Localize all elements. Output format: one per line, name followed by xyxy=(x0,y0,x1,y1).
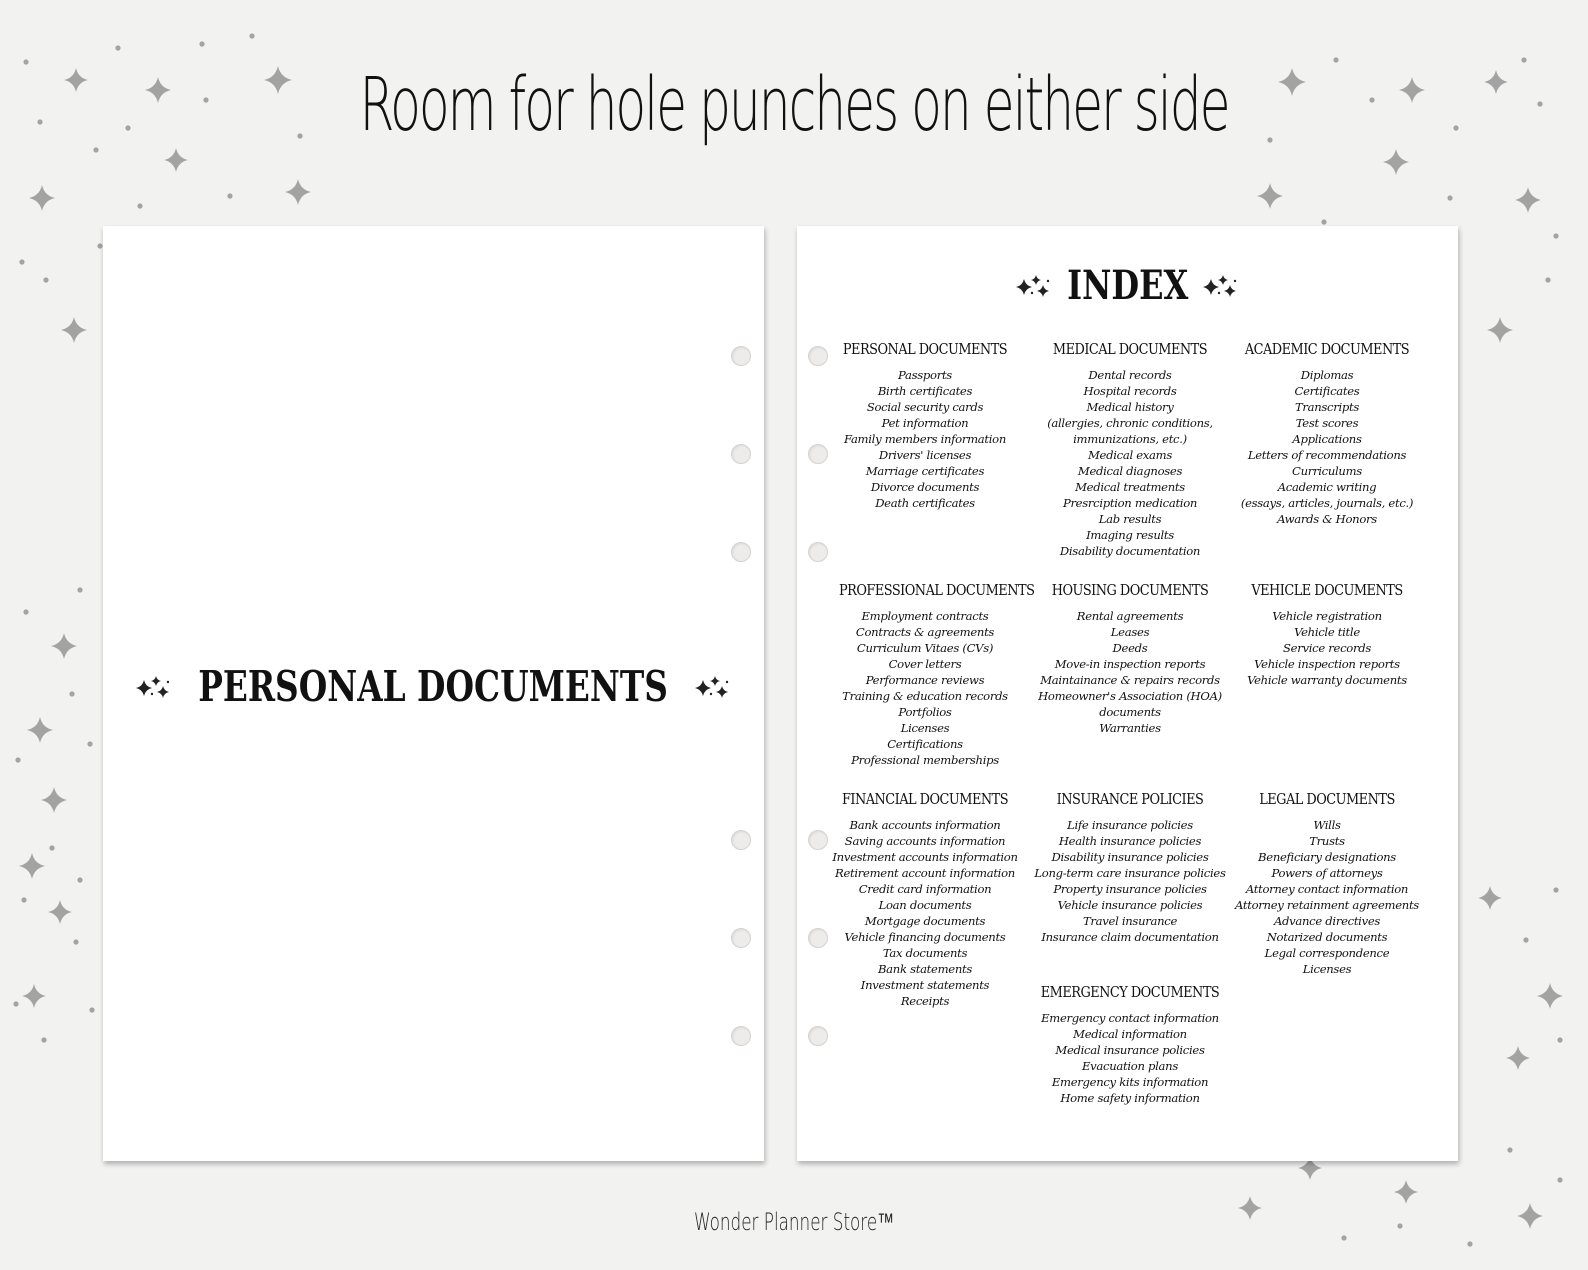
list-item: Certifications xyxy=(887,737,963,751)
list-item: Hospital records xyxy=(1083,384,1177,398)
list-item: Death certificates xyxy=(875,496,975,510)
list-item: (essays, articles, journals, etc.) xyxy=(1240,496,1414,510)
dot-decoration xyxy=(1046,279,1048,281)
list-item: Leases xyxy=(1110,625,1150,639)
star-icon xyxy=(1203,279,1219,295)
dot-decoration xyxy=(167,680,169,682)
section-items xyxy=(1227,817,1427,977)
section-items xyxy=(1025,1010,1235,1106)
section-title: LEGAL DOCUMENTS xyxy=(1259,790,1395,808)
list-item: Bank statements xyxy=(877,962,973,976)
dot-decoration xyxy=(1369,97,1374,102)
list-item: Bank accounts information xyxy=(849,818,1001,832)
list-item: Medical diagnoses xyxy=(1077,464,1183,478)
dot-decoration xyxy=(21,897,26,902)
star-icon xyxy=(1218,275,1228,285)
section-title: ACADEMIC DOCUMENTS xyxy=(1244,340,1410,358)
star-icon xyxy=(1506,1046,1530,1070)
index-section-housing xyxy=(1025,581,1235,736)
star-icon xyxy=(164,148,188,172)
star-icon xyxy=(1037,285,1049,297)
list-item: Training & education records xyxy=(842,689,1008,703)
dot-decoration xyxy=(1030,291,1032,293)
dot-decoration xyxy=(725,680,727,682)
dot-decoration xyxy=(41,1037,46,1042)
star-icon xyxy=(61,317,87,343)
dot-decoration xyxy=(137,203,142,208)
list-item: Disability documentation xyxy=(1059,544,1201,558)
list-item: Licenses xyxy=(1302,962,1352,976)
dot-decoration xyxy=(77,877,82,882)
list-item: Vehicle title xyxy=(1294,625,1360,639)
punch-hole xyxy=(731,1026,751,1046)
cover-title: PERSONAL DOCUMENTS xyxy=(198,662,669,711)
list-item: Diplomas xyxy=(1300,368,1354,382)
dot-decoration xyxy=(43,277,48,282)
dot-decoration xyxy=(49,845,54,850)
list-item: Retirement account information xyxy=(835,866,1015,880)
list-item: Trusts xyxy=(1309,834,1345,848)
list-item: Performance reviews xyxy=(865,673,985,687)
punch-hole xyxy=(731,830,751,850)
dot-decoration xyxy=(1553,233,1558,238)
star-icon xyxy=(29,185,55,211)
dot-decoration xyxy=(1453,125,1458,130)
list-item: Service records xyxy=(1283,641,1371,655)
section-title: INSURANCE POLICIES xyxy=(1056,790,1204,808)
index-section-medical xyxy=(1025,340,1235,559)
sparkle-icon xyxy=(694,674,732,700)
index-title-row xyxy=(797,262,1458,309)
list-item: Investment accounts information xyxy=(832,850,1018,864)
index-section-financial xyxy=(825,790,1025,1009)
list-item: Divorce documents xyxy=(870,480,980,494)
dot-decoration xyxy=(1218,291,1220,293)
dot-decoration xyxy=(1447,195,1452,200)
star-icon xyxy=(1383,149,1409,175)
dot-decoration xyxy=(125,125,130,130)
dot-decoration xyxy=(1467,1241,1472,1246)
list-item: Marriage certificates xyxy=(865,464,985,478)
list-item: Evacuation plans xyxy=(1082,1059,1178,1073)
dot-decoration xyxy=(23,609,28,614)
list-item: Maintainance & repairs records xyxy=(1040,673,1220,687)
dot-decoration xyxy=(13,1001,18,1006)
punch-hole xyxy=(808,1026,828,1046)
star-icon xyxy=(1257,183,1283,209)
section-title: MEDICAL DOCUMENTS xyxy=(1052,340,1208,358)
list-item: Wills xyxy=(1313,818,1341,832)
list-item: Birth certificates xyxy=(877,384,973,398)
star-icon xyxy=(1399,77,1425,103)
list-item: Lab results xyxy=(1098,512,1162,526)
list-item: Test scores xyxy=(1295,416,1359,430)
list-item: Medical history xyxy=(1086,400,1174,414)
list-item: Dental records xyxy=(1088,368,1172,382)
star-icon xyxy=(710,676,720,686)
sparkle-icon xyxy=(1202,273,1240,299)
section-items xyxy=(1025,817,1235,945)
dot-decoration xyxy=(87,741,92,746)
section-title: VEHICLE DOCUMENTS xyxy=(1251,581,1403,599)
section-items xyxy=(825,608,1025,768)
dot-decoration xyxy=(1557,1037,1562,1042)
dot-decoration xyxy=(15,757,20,762)
list-item: Powers of attorneys xyxy=(1271,866,1383,880)
list-item: Investment statements xyxy=(860,978,990,992)
list-item: Life insurance policies xyxy=(1067,818,1193,832)
star-icon xyxy=(64,68,88,92)
list-item: Applications xyxy=(1292,432,1362,446)
index-section-personal xyxy=(825,340,1025,511)
list-item: documents xyxy=(1099,705,1161,719)
list-item: Travel insurance xyxy=(1082,914,1178,928)
list-item: Medical exams xyxy=(1087,448,1173,462)
dot-decoration xyxy=(227,193,232,198)
index-section-academic xyxy=(1227,340,1427,527)
section-items xyxy=(1025,367,1235,559)
list-item: Legal correspondence xyxy=(1264,946,1390,960)
list-item: (allergies, chronic conditions, xyxy=(1047,416,1213,430)
section-items xyxy=(825,817,1025,1009)
list-item: Employment contracts xyxy=(861,609,989,623)
star-icon xyxy=(1394,1180,1418,1204)
star-icon xyxy=(145,77,171,103)
cover-page xyxy=(103,226,764,1161)
list-item: Attorney contact information xyxy=(1245,882,1409,896)
dot-decoration xyxy=(1333,57,1338,62)
dot-decoration xyxy=(203,97,208,102)
dot-decoration xyxy=(19,259,24,264)
index-section-emergency xyxy=(1025,983,1235,1106)
section-title: HOUSING DOCUMENTS xyxy=(1051,581,1209,599)
list-item: Beneficiary designations xyxy=(1258,850,1396,864)
list-item: Loan documents xyxy=(878,898,972,912)
store-name: Wonder Planner Store™ xyxy=(694,1208,894,1236)
star-icon xyxy=(19,853,45,879)
list-item: Mortgage documents xyxy=(864,914,986,928)
dot-decoration xyxy=(1507,1147,1512,1152)
index-section-vehicle xyxy=(1227,581,1427,688)
star-icon xyxy=(1031,275,1041,285)
list-item: Curriculums xyxy=(1292,464,1362,478)
star-icon xyxy=(285,179,311,205)
list-item: Insurance claim documentation xyxy=(1041,930,1219,944)
list-item: Curriculum Vitaes (CVs) xyxy=(856,641,994,655)
list-item: Medical information xyxy=(1073,1027,1187,1041)
list-item: Health insurance policies xyxy=(1058,834,1202,848)
list-item: Passports xyxy=(898,368,952,382)
list-item: Certificates xyxy=(1294,384,1360,398)
star-icon xyxy=(716,686,728,698)
list-item: Pet information xyxy=(881,416,969,430)
list-item: Drivers' licenses xyxy=(878,448,972,462)
section-title: PROFESSIONAL DOCUMENTS xyxy=(839,581,1035,599)
list-item: Notarized documents xyxy=(1266,930,1388,944)
list-item: Property insurance policies xyxy=(1053,882,1207,896)
list-item: Long-term care insurance policies xyxy=(1034,866,1226,880)
star-icon xyxy=(1537,983,1563,1009)
list-item: Portfolios xyxy=(898,705,952,719)
dot-decoration xyxy=(115,45,120,50)
list-item: Vehicle financing documents xyxy=(844,930,1006,944)
section-title: PERSONAL DOCUMENTS xyxy=(842,340,1008,358)
dot-decoration xyxy=(97,243,102,248)
index-title: INDEX xyxy=(1066,262,1189,309)
dot-decoration xyxy=(1553,887,1558,892)
dot-decoration xyxy=(1537,101,1542,106)
index-page xyxy=(797,226,1458,1161)
list-item: Letters of recommendations xyxy=(1247,448,1407,462)
index-section-insurance xyxy=(1025,790,1235,945)
list-item: Contracts & agreements xyxy=(855,625,995,639)
sparkle-icon xyxy=(1015,273,1053,299)
list-item: Transcripts xyxy=(1294,400,1360,414)
star-icon xyxy=(1016,279,1032,295)
list-item: Warranties xyxy=(1099,721,1161,735)
list-item: Homeowner's Association (HOA) xyxy=(1038,689,1222,703)
dot-decoration xyxy=(1321,219,1326,224)
star-icon xyxy=(157,686,169,698)
star-icon xyxy=(1487,317,1513,343)
sparkle-icon xyxy=(135,674,173,700)
list-item: Saving accounts information xyxy=(844,834,1006,848)
punch-hole xyxy=(808,542,828,562)
section-title: EMERGENCY DOCUMENTS xyxy=(1040,983,1220,1001)
list-item: Medical treatments xyxy=(1075,480,1185,494)
star-icon xyxy=(22,984,46,1008)
list-item: Home safety information xyxy=(1060,1091,1200,1105)
star-icon xyxy=(1484,70,1508,94)
list-item: Move-in inspection reports xyxy=(1054,657,1206,671)
punch-hole xyxy=(731,542,751,562)
star-icon xyxy=(1515,187,1541,213)
list-item: Academic writing xyxy=(1277,480,1377,494)
dot-decoration xyxy=(77,587,82,592)
list-item: Vehicle registration xyxy=(1272,609,1382,623)
star-icon xyxy=(151,676,161,686)
list-item: Family members information xyxy=(843,432,1007,446)
list-item: Professional memberships xyxy=(851,753,999,767)
list-item: Emergency kits information xyxy=(1051,1075,1209,1089)
section-items xyxy=(1025,608,1235,736)
headline: Room for hole punches on either side xyxy=(359,62,1229,148)
list-item: Credit card information xyxy=(858,882,992,896)
dot-decoration xyxy=(1545,277,1550,282)
list-item: Licenses xyxy=(900,721,950,735)
index-section-legal xyxy=(1227,790,1427,977)
punch-hole xyxy=(731,928,751,948)
dot-decoration xyxy=(1557,1177,1562,1182)
list-item: Imaging results xyxy=(1086,528,1174,542)
list-item: Awards & Honors xyxy=(1277,512,1377,526)
dot-decoration xyxy=(709,692,711,694)
list-item: immunizations, etc.) xyxy=(1073,432,1187,446)
list-item: Emergency contact information xyxy=(1041,1011,1219,1025)
list-item: Cover letters xyxy=(888,657,962,671)
index-section-professional xyxy=(825,581,1035,768)
list-item: Vehicle inspection reports xyxy=(1254,657,1400,671)
star-icon xyxy=(27,717,53,743)
list-item: Presrciption medication xyxy=(1062,496,1198,510)
list-item: Advance directives xyxy=(1273,914,1381,928)
punch-hole xyxy=(731,346,751,366)
star-icon xyxy=(136,680,152,696)
star-icon xyxy=(695,680,711,696)
list-item: Disability insurance policies xyxy=(1051,850,1209,864)
section-items xyxy=(1227,608,1427,688)
dot-decoration xyxy=(151,692,153,694)
list-item: Deeds xyxy=(1112,641,1148,655)
dot-decoration xyxy=(93,147,98,152)
dot-decoration xyxy=(199,41,204,46)
cover-title-row xyxy=(103,662,764,711)
list-item: Rental agreements xyxy=(1076,609,1184,623)
list-item: Vehicle warranty documents xyxy=(1247,673,1407,687)
dot-decoration xyxy=(73,939,78,944)
dot-decoration xyxy=(23,59,28,64)
star-icon xyxy=(41,787,67,813)
dot-decoration xyxy=(69,691,74,696)
list-item: Medical insurance policies xyxy=(1055,1043,1205,1057)
star-icon xyxy=(1517,1203,1543,1229)
dot-decoration xyxy=(1397,1223,1402,1228)
list-item: Vehicle insurance policies xyxy=(1057,898,1203,912)
dot-decoration xyxy=(1234,279,1236,281)
dot-decoration xyxy=(1523,937,1528,942)
list-item: Attorney retainment agreements xyxy=(1235,898,1419,912)
section-items xyxy=(1227,367,1427,527)
list-item: Receipts xyxy=(900,994,950,1008)
dot-decoration xyxy=(37,119,42,124)
dot-decoration xyxy=(1521,57,1526,62)
list-item: Social security cards xyxy=(866,400,984,414)
dot-decoration xyxy=(249,33,254,38)
section-title: FINANCIAL DOCUMENTS xyxy=(841,790,1009,808)
star-icon xyxy=(51,633,77,659)
punch-hole xyxy=(731,444,751,464)
list-item: Tax documents xyxy=(882,946,968,960)
star-icon xyxy=(48,900,72,924)
section-items xyxy=(825,367,1025,511)
star-icon xyxy=(1478,886,1502,910)
dot-decoration xyxy=(89,1007,94,1012)
star-icon xyxy=(1224,285,1236,297)
